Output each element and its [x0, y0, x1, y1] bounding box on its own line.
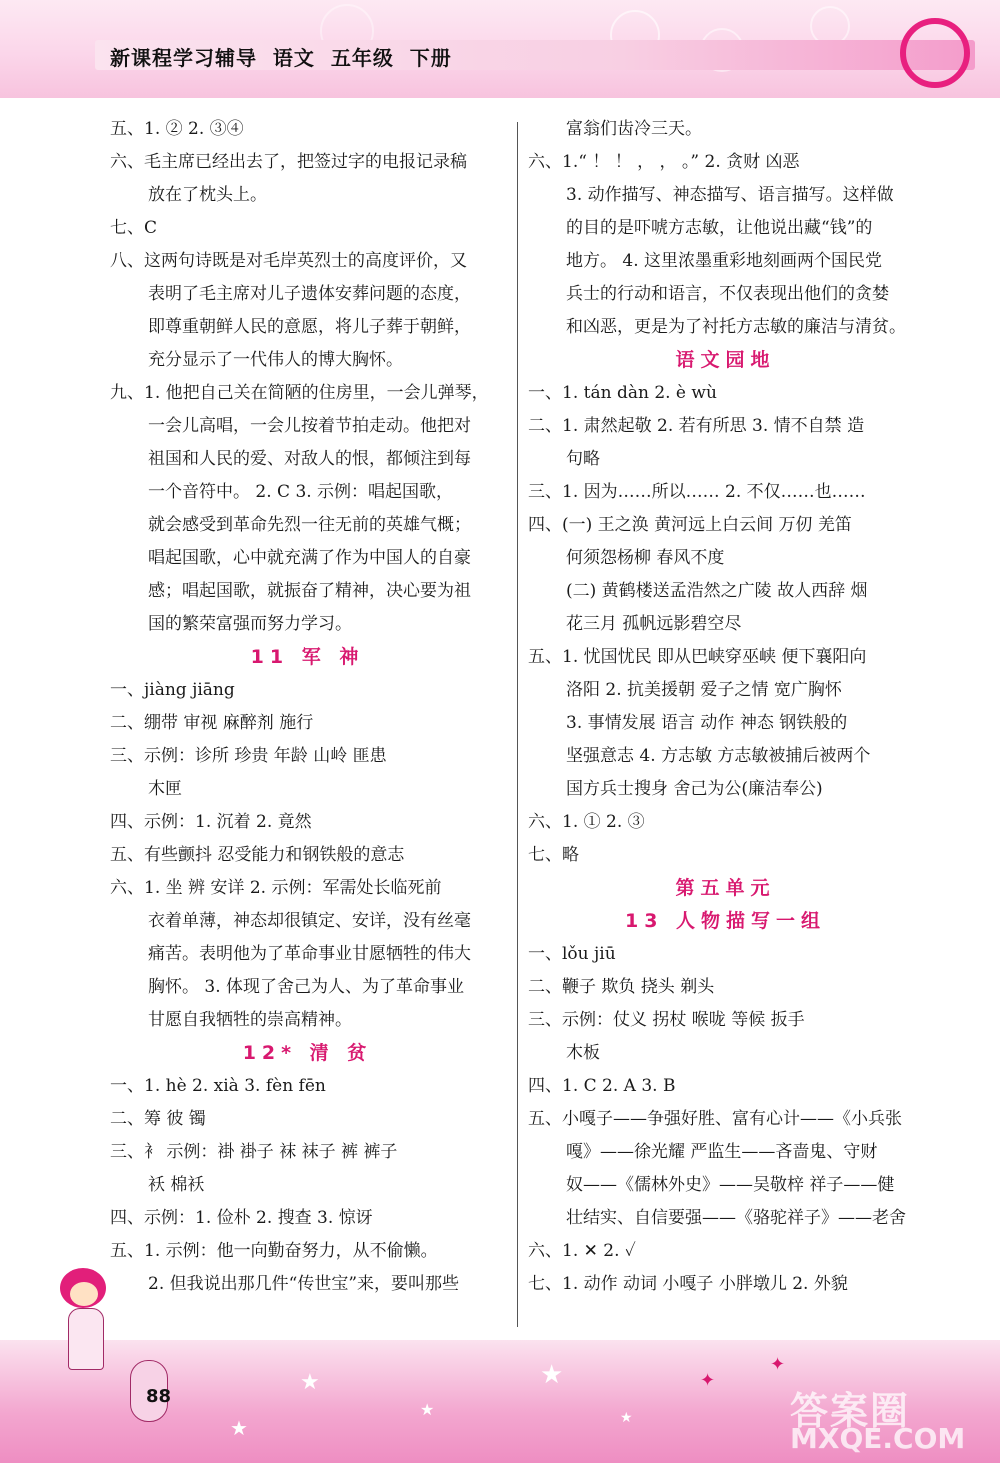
star-icon: ★: [620, 1410, 633, 1426]
section-heading: 语文园地: [675, 349, 776, 371]
answer-line: 坚强意志 4. 方志敏 方志敏被捕后被两个: [566, 746, 871, 766]
right-column: [528, 113, 923, 1301]
answer-line: 甘愿自我牺牲的崇高精神。: [148, 1010, 352, 1030]
answer-line: 一会儿高唱，一会儿按着节拍走动。他把对: [148, 416, 471, 436]
answer-line: 洛阳 2. 抗美援朝 爱子之情 宽广胸怀: [566, 680, 842, 700]
answer-line: 五、1. ② 2. ③④: [110, 119, 244, 139]
column-divider: [517, 122, 518, 1327]
answer-line: 六、1. ① 2. ③: [528, 812, 645, 832]
answer-line: 三、1. 因为……所以…… 2. 不仅……也……: [528, 482, 866, 502]
answer-line: 四、1. C 2. A 3. B: [528, 1076, 676, 1096]
answer-line: 木匣: [148, 779, 182, 799]
answer-line: 四、(一) 王之涣 黄河远上白云间 万仞 羌笛: [528, 515, 852, 535]
page-number: 88: [146, 1386, 172, 1407]
answer-line: 木板: [566, 1043, 600, 1063]
answer-line: 二、鞭子 欺负 挠头 剃头: [528, 977, 715, 997]
answer-line: 祖国和人民的爱、对敌人的恨，都倾注到每: [148, 449, 471, 469]
watermark-logo: 答案圈: [790, 1389, 911, 1433]
answer-line: 感；唱起国歌，就振奋了精神，决心要为祖: [148, 581, 471, 601]
page-header: [0, 0, 1000, 98]
answer-line: 七、1. 动作 动词 小嘎子 小胖墩儿 2. 外貌: [528, 1274, 848, 1294]
answer-line: 3. 动作描写、神态描写、语言描写。这样做: [566, 185, 894, 205]
answer-line: 2. 但我说出那几件“传世宝”来，要叫那些: [148, 1274, 460, 1294]
answer-line: 3. 事情发展 语言 动作 神态 钢铁般的: [566, 713, 848, 733]
answer-line: 地方。 4. 这里浓墨重彩地刻画两个国民党: [566, 251, 883, 271]
answer-line: 句略: [566, 449, 600, 469]
answer-line: 一、lǒu jiū: [528, 944, 616, 964]
section-heading: 11 军 神: [250, 646, 365, 668]
star-icon: ✦: [700, 1370, 716, 1391]
star-icon: ★: [230, 1416, 248, 1440]
answer-line: 国的繁荣富强而努力学习。: [148, 614, 352, 634]
answer-line: 八、这两句诗既是对毛岸英烈士的高度评价，又: [110, 251, 467, 271]
answer-line: 即尊重朝鲜人民的意愿，将儿子葬于朝鲜，: [148, 317, 471, 337]
answer-line: 的目的是吓唬方志敏，让他说出藏“钱”的: [566, 218, 873, 238]
answer-line: 就会感受到革命先烈一往无前的英雄气概；: [148, 515, 471, 535]
girl-body: [68, 1308, 104, 1370]
answer-line: 和凶恶，更是为了衬托方志敏的廉洁与清贫。: [566, 317, 906, 337]
answer-line: 花三月 孤帆远影碧空尽: [566, 614, 742, 634]
answer-line: 四、示例：1. 沉着 2. 竟然: [110, 812, 312, 832]
answer-line: 一、1. tán dàn 2. è wù: [528, 383, 717, 403]
star-icon: ✦: [770, 1354, 786, 1375]
answer-line: 充分显示了一代伟人的博大胸怀。: [148, 350, 403, 370]
answer-line: 六、1. 坐 辨 安详 2. 示例：军需处长临死前: [110, 878, 442, 898]
answer-line: 表明了毛主席对儿子遗体安葬问题的态度，: [148, 284, 471, 304]
section-heading: 12* 清 贫: [242, 1042, 373, 1064]
answer-line: 三、示例：诊所 珍贵 年龄 山岭 匪患: [110, 746, 387, 766]
answer-line: 放在了枕头上。: [148, 185, 267, 205]
answer-line: (二) 黄鹤楼送孟浩然之广陵 故人西辞 烟: [566, 581, 868, 601]
answer-line: 二、筹 彼 镯: [110, 1109, 206, 1129]
answer-line: 五、有些颤抖 忍受能力和钢铁般的意志: [110, 845, 405, 865]
answer-line: 七、略: [528, 845, 579, 865]
answer-line: 五、1. 忧国忧民 即从巴峡穿巫峡 便下襄阳向: [528, 647, 867, 667]
section-heading: 第五单元: [675, 877, 776, 899]
answer-line: 九、1. 他把自己关在简陋的住房里，一会儿弹琴，: [110, 383, 489, 403]
answer-line: 一、jiàng jiāng: [110, 680, 235, 700]
answer-line: 富翁们齿冷三天。: [566, 119, 702, 139]
star-icon: ★: [540, 1360, 564, 1390]
answer-line: 国方兵士搜身 舍己为公(廉洁奉公): [566, 779, 823, 799]
answer-line: 二、绷带 审视 麻醉剂 施行: [110, 713, 314, 733]
answer-line: 一、1. hè 2. xià 3. fèn fēn: [110, 1076, 326, 1096]
section-heading: 13 人物描写一组: [624, 910, 827, 932]
answer-line: 六、1.“ ！ ！ ， ， 。” 2. 贪财 凶恶: [528, 152, 800, 172]
answer-line: 壮结实、自信要强——《骆驼祥子》——老舍: [566, 1208, 906, 1228]
watermark-url: MXQE.COM: [790, 1422, 966, 1455]
answer-line: 七、C: [110, 218, 158, 238]
answer-line: 何须怨杨柳 春风不度: [566, 548, 725, 568]
answer-line: 嘎》——徐光耀 严监生——吝啬鬼、守财: [566, 1142, 878, 1162]
book-title: 新课程学习辅导 语文 五年级 下册: [110, 46, 452, 70]
answer-line: 痛苦。表明他为了革命事业甘愿牺牲的伟大: [148, 944, 471, 964]
star-icon: ★: [420, 1400, 435, 1419]
answer-line: 五、小嘎子——争强好胜、富有心计——《小兵张: [528, 1109, 902, 1129]
answer-line: 二、1. 肃然起敬 2. 若有所思 3. 情不自禁 造: [528, 416, 865, 436]
answer-line: 兵士的行动和语言，不仅表现出他们的贪婪: [566, 284, 889, 304]
answer-line: 六、1. ✕ 2. ✓: [528, 1241, 636, 1261]
ring-icon: [900, 18, 970, 88]
answer-line: 三、示例：仗义 拐杖 喉咙 等候 扳手: [528, 1010, 805, 1030]
answer-line: 袄 棉袄: [148, 1175, 205, 1195]
answer-line: 五、1. 示例：他一向勤奋努力，从不偷懒。: [110, 1241, 438, 1261]
answer-line: 奴——《儒林外史》——吴敬梓 祥子——健: [566, 1175, 895, 1195]
left-column: [110, 113, 505, 1301]
star-icon: ★: [300, 1370, 320, 1395]
answer-line: 三、衤 示例：褂 褂子 袜 袜子 裤 裤子: [110, 1142, 398, 1162]
answer-line: 胸怀。 3. 体现了舍己为人、为了革命事业: [148, 977, 465, 997]
answer-line: 一个音符中。 2. C 3. 示例：唱起国歌，: [148, 482, 454, 502]
answer-line: 唱起国歌，心中就充满了作为中国人的自豪: [148, 548, 471, 568]
answer-line: 四、示例：1. 俭朴 2. 搜查 3. 惊讶: [110, 1208, 373, 1228]
answer-line: 六、毛主席已经出去了，把签过字的电报记录稿: [110, 152, 467, 172]
girl-face: [70, 1282, 98, 1306]
answer-line: 衣着单薄，神态却很镇定、安详，没有丝毫: [148, 911, 471, 931]
